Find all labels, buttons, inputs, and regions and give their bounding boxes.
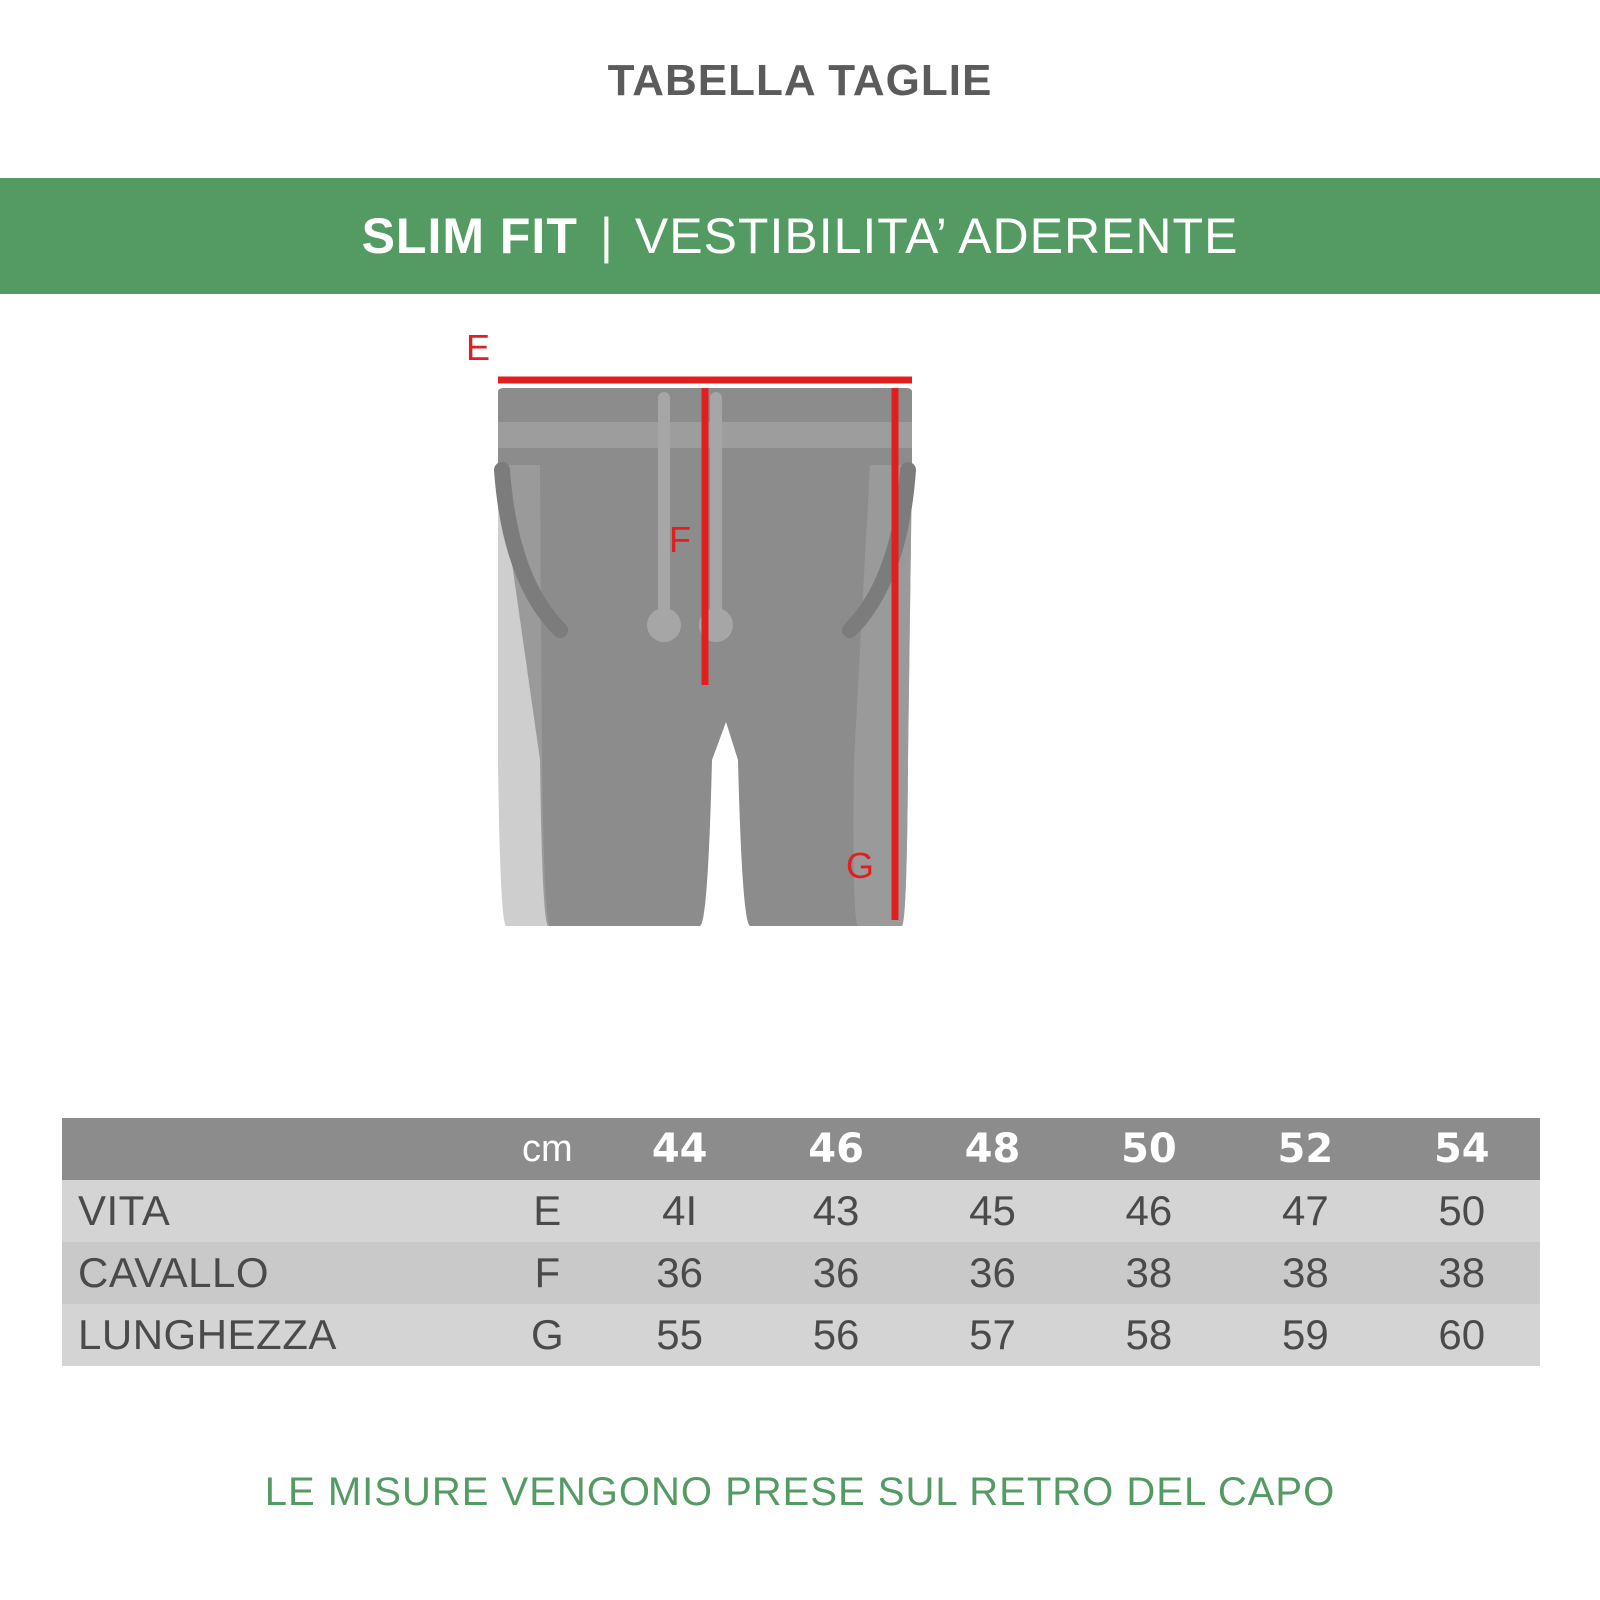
header-size-50: 50 <box>1121 1126 1177 1172</box>
table-row <box>62 1242 1540 1304</box>
fit-description: VESTIBILITA’ ADERENTE <box>634 208 1239 264</box>
cell-lunghezza-44: 55 <box>656 1311 703 1358</box>
cell-vita-52: 47 <box>1281 1187 1329 1234</box>
cell-cavallo-48: 36 <box>969 1249 1016 1296</box>
cell-lunghezza-46: 56 <box>812 1311 860 1358</box>
row-letter-cavallo: F <box>534 1249 561 1296</box>
header-size-54: 54 <box>1433 1126 1490 1172</box>
row-label-vita: VITA <box>78 1187 171 1234</box>
cell-lunghezza-54: 60 <box>1438 1311 1486 1358</box>
cell-lunghezza-50: 58 <box>1125 1311 1173 1358</box>
cell-cavallo-46: 36 <box>812 1249 860 1296</box>
header-corner <box>62 1118 493 1180</box>
marker-label-g: G <box>845 845 875 886</box>
footer-note: LE MISURE VENGONO PRESE SUL RETRO DEL CAPO <box>264 1470 1336 1514</box>
cell-cavallo-52: 38 <box>1281 1249 1329 1296</box>
fit-band <box>0 178 1600 294</box>
row-label-lunghezza: LUNGHEZZA <box>78 1311 337 1358</box>
shorts-diagram <box>450 330 1150 970</box>
fit-separator: | <box>599 208 613 264</box>
table-row <box>62 1304 1540 1366</box>
size-table <box>62 1118 1540 1366</box>
fit-name: SLIM FIT <box>361 208 578 264</box>
shorts-illustration <box>0 330 1600 970</box>
cell-vita-48: 45 <box>969 1187 1016 1234</box>
header-unit: cm <box>521 1127 573 1170</box>
row-letter-vita: E <box>533 1187 562 1234</box>
cell-vita-54: 50 <box>1438 1187 1486 1234</box>
header-size-48: 48 <box>964 1126 1021 1172</box>
header-size-52: 52 <box>1277 1126 1334 1172</box>
cell-cavallo-44: 36 <box>656 1249 703 1296</box>
cell-vita-46: 43 <box>812 1187 860 1234</box>
cell-cavallo-54: 38 <box>1438 1249 1486 1296</box>
cell-vita-50: 46 <box>1125 1187 1173 1234</box>
marker-label-e: E <box>465 330 491 368</box>
cell-cavallo-50: 38 <box>1125 1249 1173 1296</box>
marker-label-f: F <box>669 519 691 560</box>
page-title: TABELLA TAGLIE <box>607 56 993 105</box>
row-letter-lunghezza: G <box>530 1311 564 1358</box>
header-size-46: 46 <box>808 1126 864 1172</box>
header-size-44: 44 <box>651 1126 708 1172</box>
measure-line-E <box>466 330 912 380</box>
cell-lunghezza-52: 59 <box>1281 1311 1329 1358</box>
table-header-row <box>62 1118 1540 1180</box>
row-label-cavallo: CAVALLO <box>78 1249 270 1296</box>
cell-vita-44: 4I <box>662 1187 698 1234</box>
table-row <box>62 1180 1540 1242</box>
cell-lunghezza-48: 57 <box>969 1311 1016 1358</box>
